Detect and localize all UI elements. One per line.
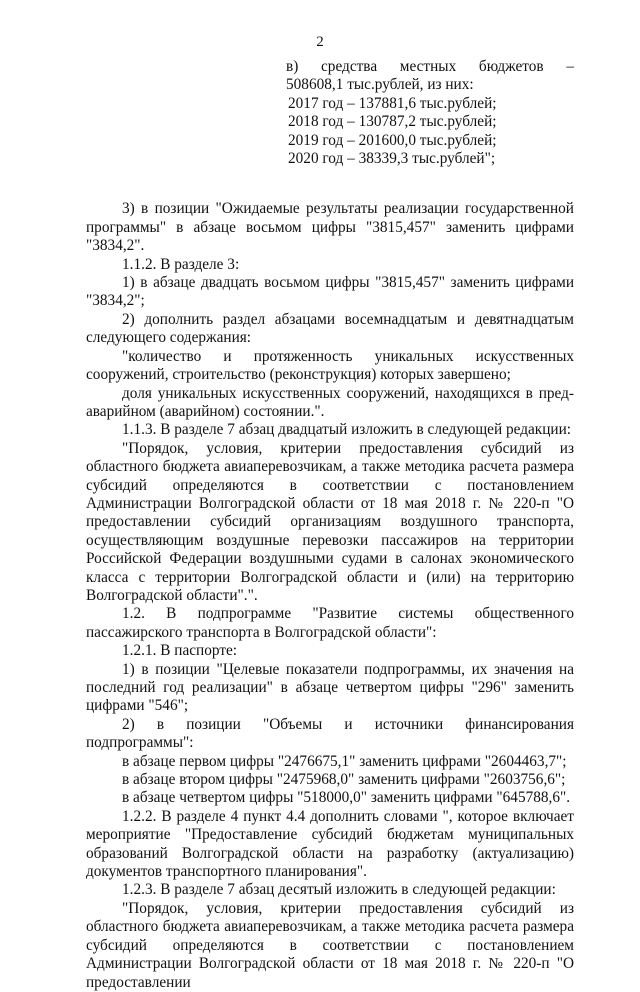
budget-word: бюджетов <box>478 58 544 75</box>
paragraph: 1.2. В подпрограмме "Развитие системы общественного пассажирского транспорта в Волгоградской области": <box>86 605 574 641</box>
budget-year-line: 2020 год – 38339,3 тыс.рублей"; <box>288 150 496 168</box>
budget-year-line: 2017 год – 137881,6 тыс.рублей; <box>288 94 497 112</box>
budget-years <box>286 95 574 169</box>
paragraph: доля уникальных искусственных сооружений, находящихся в пред-аварийном (аварийном) состоянии.". <box>86 384 574 420</box>
paragraph: в абзаце первом цифры "2476675,1" заменить цифрами "2604463,7"; <box>122 752 567 770</box>
paragraph: "Порядок, условия, критерии предоставления субсидий из областного бюджета авиаперевозчикам, а также методика расчета размера субсидий определяются в соответствии с постановлением Администрации Волгоградской области от 18 мая 2018 г. № 220-п "О предоставлении субсидий организациям воздушного транспорта, осуществляющим воздушные перевозки пассажиров на территории Российской Федерации воздушными судами в салонах экономического класса с территории Волгоградской области и (или) на территорию Волгоградской области".". <box>86 439 574 604</box>
paragraph: "количество и протяженность уникальных искусственных сооружений, строительство (реконструкция) которых завершено; <box>86 347 574 384</box>
paragraph: 1) в абзаце двадцать восьмом цифры "3815,457" заменить цифрами "3834,2"; <box>86 274 574 310</box>
document-body <box>86 58 574 992</box>
budget-block <box>286 58 574 168</box>
paragraph: 2) дополнить раздел абзацами восемнадцатым и девятнадцатым следующего содержания: <box>86 310 574 347</box>
paragraph: 1.2.3. В разделе 7 абзац десятый изложить в следующей редакции: <box>122 881 556 899</box>
budget-word: – <box>566 58 574 75</box>
paragraph: в абзаце втором цифры "2475968,0" заменить цифрами "2603756,6"; <box>122 771 566 789</box>
paragraph: 1.1.2. В разделе 3: <box>122 255 240 273</box>
paragraph: 1) в позиции "Целевые показатели подпрограммы, их значения на последний год реализации" в абзаце четвертом цифры "296" заменить цифрами "546"; <box>86 660 574 715</box>
budget-word: средства <box>321 58 378 75</box>
paragraph: 3) в позиции "Ожидаемые результаты реализации государственной программы" в абзаце восьмом цифры "3815,457" заменить цифрами "3834,2". <box>86 200 574 255</box>
paragraph: 1.2.2. В разделе 4 пункт 4.4 дополнить словами ", которое включает мероприятие "Предоставление субсидий бюджетам муниципальных образований Волгоградской области на разработку (актуализацию) документов транспортного планирования". <box>86 807 574 881</box>
paragraph: в абзаце четвертом цифры "518000,0" заменить цифрами "645788,6". <box>122 789 571 807</box>
budget-first-line <box>286 58 574 76</box>
budget-prefix: в) <box>286 58 299 75</box>
budget-year-line: 2018 год – 130787,2 тыс.рублей; <box>288 113 497 131</box>
page-number: 2 <box>316 34 324 50</box>
budget-continuation: 508608,1 тыс.рублей, из них: <box>286 76 474 94</box>
paragraph: "Порядок, условия, критерии предоставления субсидий из областного бюджета авиаперевозчикам, а также методика расчета размера субсидий определяются в соответствии с постановлением Администрации Волгоградской области от 18 мая 2018 г. № 220-п "О предоставлении <box>86 899 574 991</box>
budget-year-line: 2019 год – 201600,0 тыс.рублей; <box>288 131 497 149</box>
paragraph: 2) в позиции "Объемы и источники финансирования подпрограммы": <box>86 715 574 752</box>
budget-word: местных <box>399 58 457 75</box>
paragraph: 1.1.3. В разделе 7 абзац двадцатый изложить в следующей редакции: <box>122 421 572 439</box>
paragraph: 1.2.1. В паспорте: <box>122 642 238 660</box>
